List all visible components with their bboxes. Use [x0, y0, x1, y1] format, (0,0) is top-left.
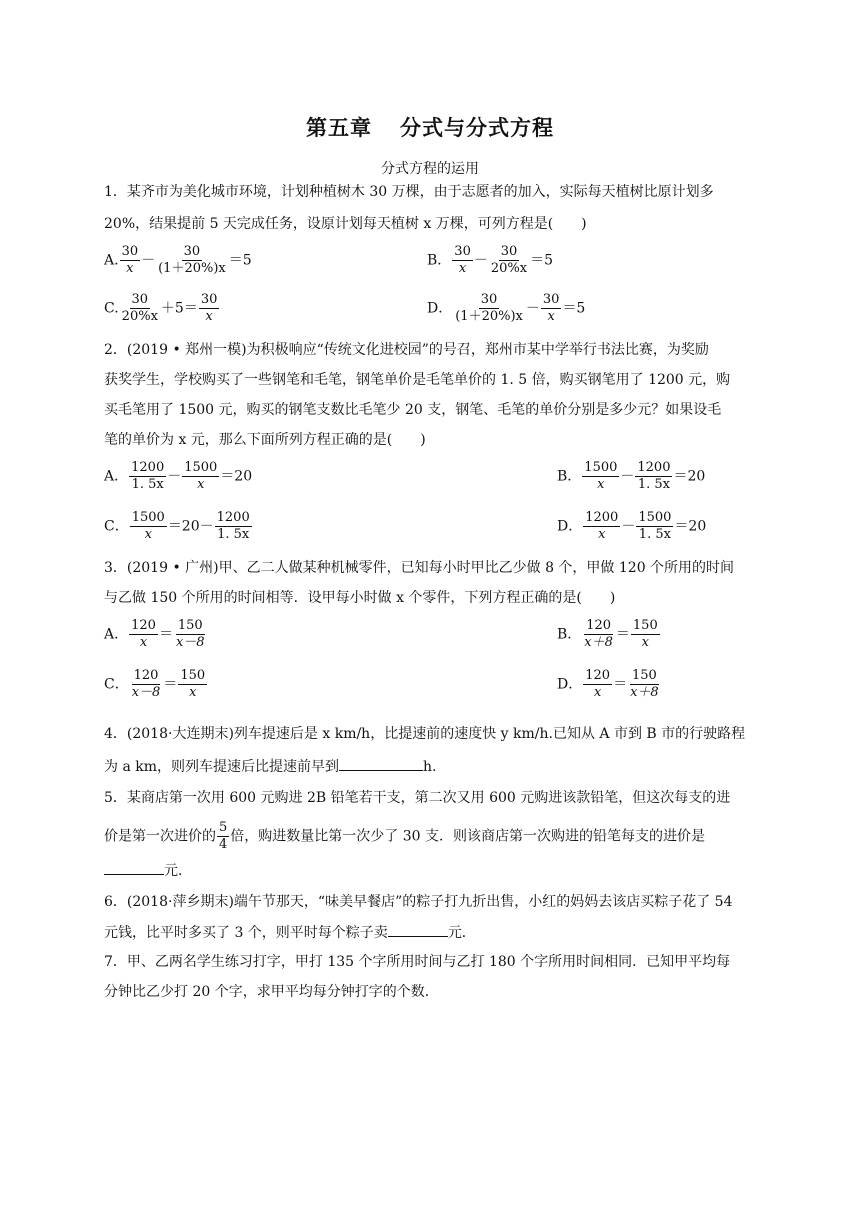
fraction: $\frac{1500}{x}$: [184, 460, 218, 492]
q3-option-c: C． $\frac{120}{x-8}$ ＝ $\frac{150}{x}$: [104, 668, 206, 700]
q7-line2: 分钟比乙少打 20 个字，求甲平均每分钟打字的个数．: [104, 984, 439, 1000]
q2-line4: 笔的单价为 x 元，那么下面所列方程正确的是( ): [104, 432, 426, 448]
chapter-number: 第五章: [306, 115, 372, 140]
q6-line2: 元钱，比平时多买了 3 个，则平时每个粽子卖 元．: [104, 922, 476, 943]
q1-option-c: C. $\frac{30}{20\%x}$ ＋5＝ $\frac{30}{x}$: [104, 292, 218, 324]
q2-line3: 买毛笔用了 1500 元，购买的钢笔支数比毛笔少 20 支，钢笔、毛笔的单价分别是多少元？如果设毛: [104, 402, 722, 418]
answer-blank[interactable]: [339, 756, 423, 771]
fraction: $\frac{5}{4}$: [219, 820, 228, 852]
fraction: $\frac{1200}{1. 5x}$: [637, 460, 671, 492]
answer-blank[interactable]: [104, 860, 164, 875]
section-subtitle: 分式方程的运用: [381, 161, 479, 177]
q2-line1: 2．(2019 • 郑州一模)为积极响应“传统文化进校园”的号召，郑州市某中学举行书法比赛，为奖励: [104, 342, 709, 358]
q1-line1: 1．某齐市为美化城市环境，计划种植树木 30 万棵，由于志愿者的加入，实际每天植树比原计划多: [104, 184, 714, 200]
q7-line1: 7．甲、乙两名学生练习打字，甲打 135 个字所用时间与乙打 180 个字所用时间相同．已知甲平均每: [104, 954, 731, 970]
fraction: $\frac{30}{20\%x}$: [490, 244, 528, 276]
answer-blank[interactable]: [388, 922, 448, 937]
q2-line2: 获奖学生，学校购买了一些钢笔和毛笔，钢笔单价是毛笔单价的 1. 5 倍，购买钢笔用了 1200 元，购: [104, 372, 731, 388]
fraction: $\frac{30}{20\%x}$: [121, 292, 158, 324]
fraction: $\frac{30}{(1+20\%)x}$: [455, 292, 523, 324]
q5-line1: 5．某商店第一次用 600 元购进 2B 铅笔若干支，第二次又用 600 元购进该款铅笔，但这次每支的进: [104, 790, 731, 806]
fraction: $\frac{1200}{x}$: [585, 510, 619, 542]
fraction: $\frac{30}{(1+20\%)x}$: [158, 244, 226, 276]
q2-option-d: D． $\frac{1200}{x}$ － $\frac{1500}{1. 5x}$ ＝20: [557, 510, 707, 542]
q5-line2: 价是第一次进价的 $\frac{5}{4}$ 倍，购进数量比第一次少了 30 支．则该商店第一次购进的铅笔每支的进价是: [104, 820, 705, 852]
q2-option-c: C． $\frac{1500}{x}$ ＝20－ $\frac{1200}{1. 5x}$: [104, 510, 250, 542]
fraction: $\frac{150}{x}$: [632, 618, 658, 650]
q1-option-b: B． $\frac{30}{x}$ － $\frac{30}{20\%x}$ ＝5: [427, 244, 553, 276]
q3-option-a: A． $\frac{120}{x}$ ＝ $\frac{150}{x-8}$: [104, 618, 205, 650]
fraction: $\frac{30}{x}$: [542, 292, 560, 324]
fraction: $\frac{150}{x-8}$: [175, 618, 205, 650]
q1-option-a: A. $\frac{30}{x}$ － $\frac{30}{(1+20\%)x}$ ＝5: [104, 244, 252, 276]
fraction: $\frac{120}{x}$: [585, 668, 611, 700]
q3-option-b: B． $\frac{120}{x+8}$ ＝ $\frac{150}{x}$: [557, 618, 658, 650]
q3-line1: 3．(2019 • 广州)甲、乙二人做某种机械零件，已知每小时甲比乙少做 8 个，甲做 120 个所用的时间: [104, 560, 735, 576]
fraction: $\frac{1500}{x}$: [584, 460, 618, 492]
fraction: $\frac{30}{x}$: [200, 292, 218, 324]
fraction: $\frac{120}{x+8}$: [584, 618, 613, 650]
fraction: $\frac{30}{x}$: [454, 244, 471, 276]
q6-line1: 6．(2018·萍乡期末)端午节那天，“味美早餐店”的粽子打九折出售，小红的妈妈去该店买粽子花了 54: [104, 894, 733, 910]
q4-line2: 为 a km，则列车提速后比提速前早到 h.: [104, 756, 436, 777]
q2-option-b: B． $\frac{1500}{x}$ － $\frac{1200}{1. 5x}$ ＝20: [557, 460, 706, 492]
fraction: $\frac{1500}{1. 5x}$: [638, 510, 672, 542]
q5-line3: 元．: [104, 860, 192, 881]
chapter-topic: 分式与分式方程: [400, 115, 554, 140]
q1-line2: 20%，结果提前 5 天完成任务，设原计划每天植树 x 万棵，可列方程是( ): [104, 216, 587, 232]
fraction: $\frac{30}{x}$: [121, 244, 139, 276]
fraction: $\frac{150}{x+8}$: [630, 668, 659, 700]
fraction: $\frac{1500}{x}$: [131, 510, 165, 542]
q1-option-d: D． $\frac{30}{(1+20\%)x}$ － $\frac{30}{x}$ ＝5: [427, 292, 586, 324]
fraction: $\frac{120}{x}$: [131, 618, 156, 650]
fraction: $\frac{1200}{1. 5x}$: [216, 510, 250, 542]
fraction: $\frac{150}{x}$: [180, 668, 206, 700]
chapter-title: [0, 112, 860, 142]
fraction: $\frac{1200}{1. 5x}$: [131, 460, 165, 492]
q2-option-a: A． $\frac{1200}{1. 5x}$ － $\frac{1500}{x}$ ＝20: [104, 460, 253, 492]
q3-line2: 与乙做 150 个所用的时间相等．设甲每小时做 x 个零件，下列方程正确的是( ): [104, 590, 616, 606]
q4-line1: 4．(2018·大连期末)列车提速后是 x km/h，比提速前的速度快 y km/h.已知从 A 市到 B 市的行驶路程: [104, 726, 746, 742]
fraction: $\frac{120}{x-8}$: [131, 668, 161, 700]
q3-option-d: D． $\frac{120}{x}$ ＝ $\frac{150}{x+8}$: [557, 668, 659, 700]
